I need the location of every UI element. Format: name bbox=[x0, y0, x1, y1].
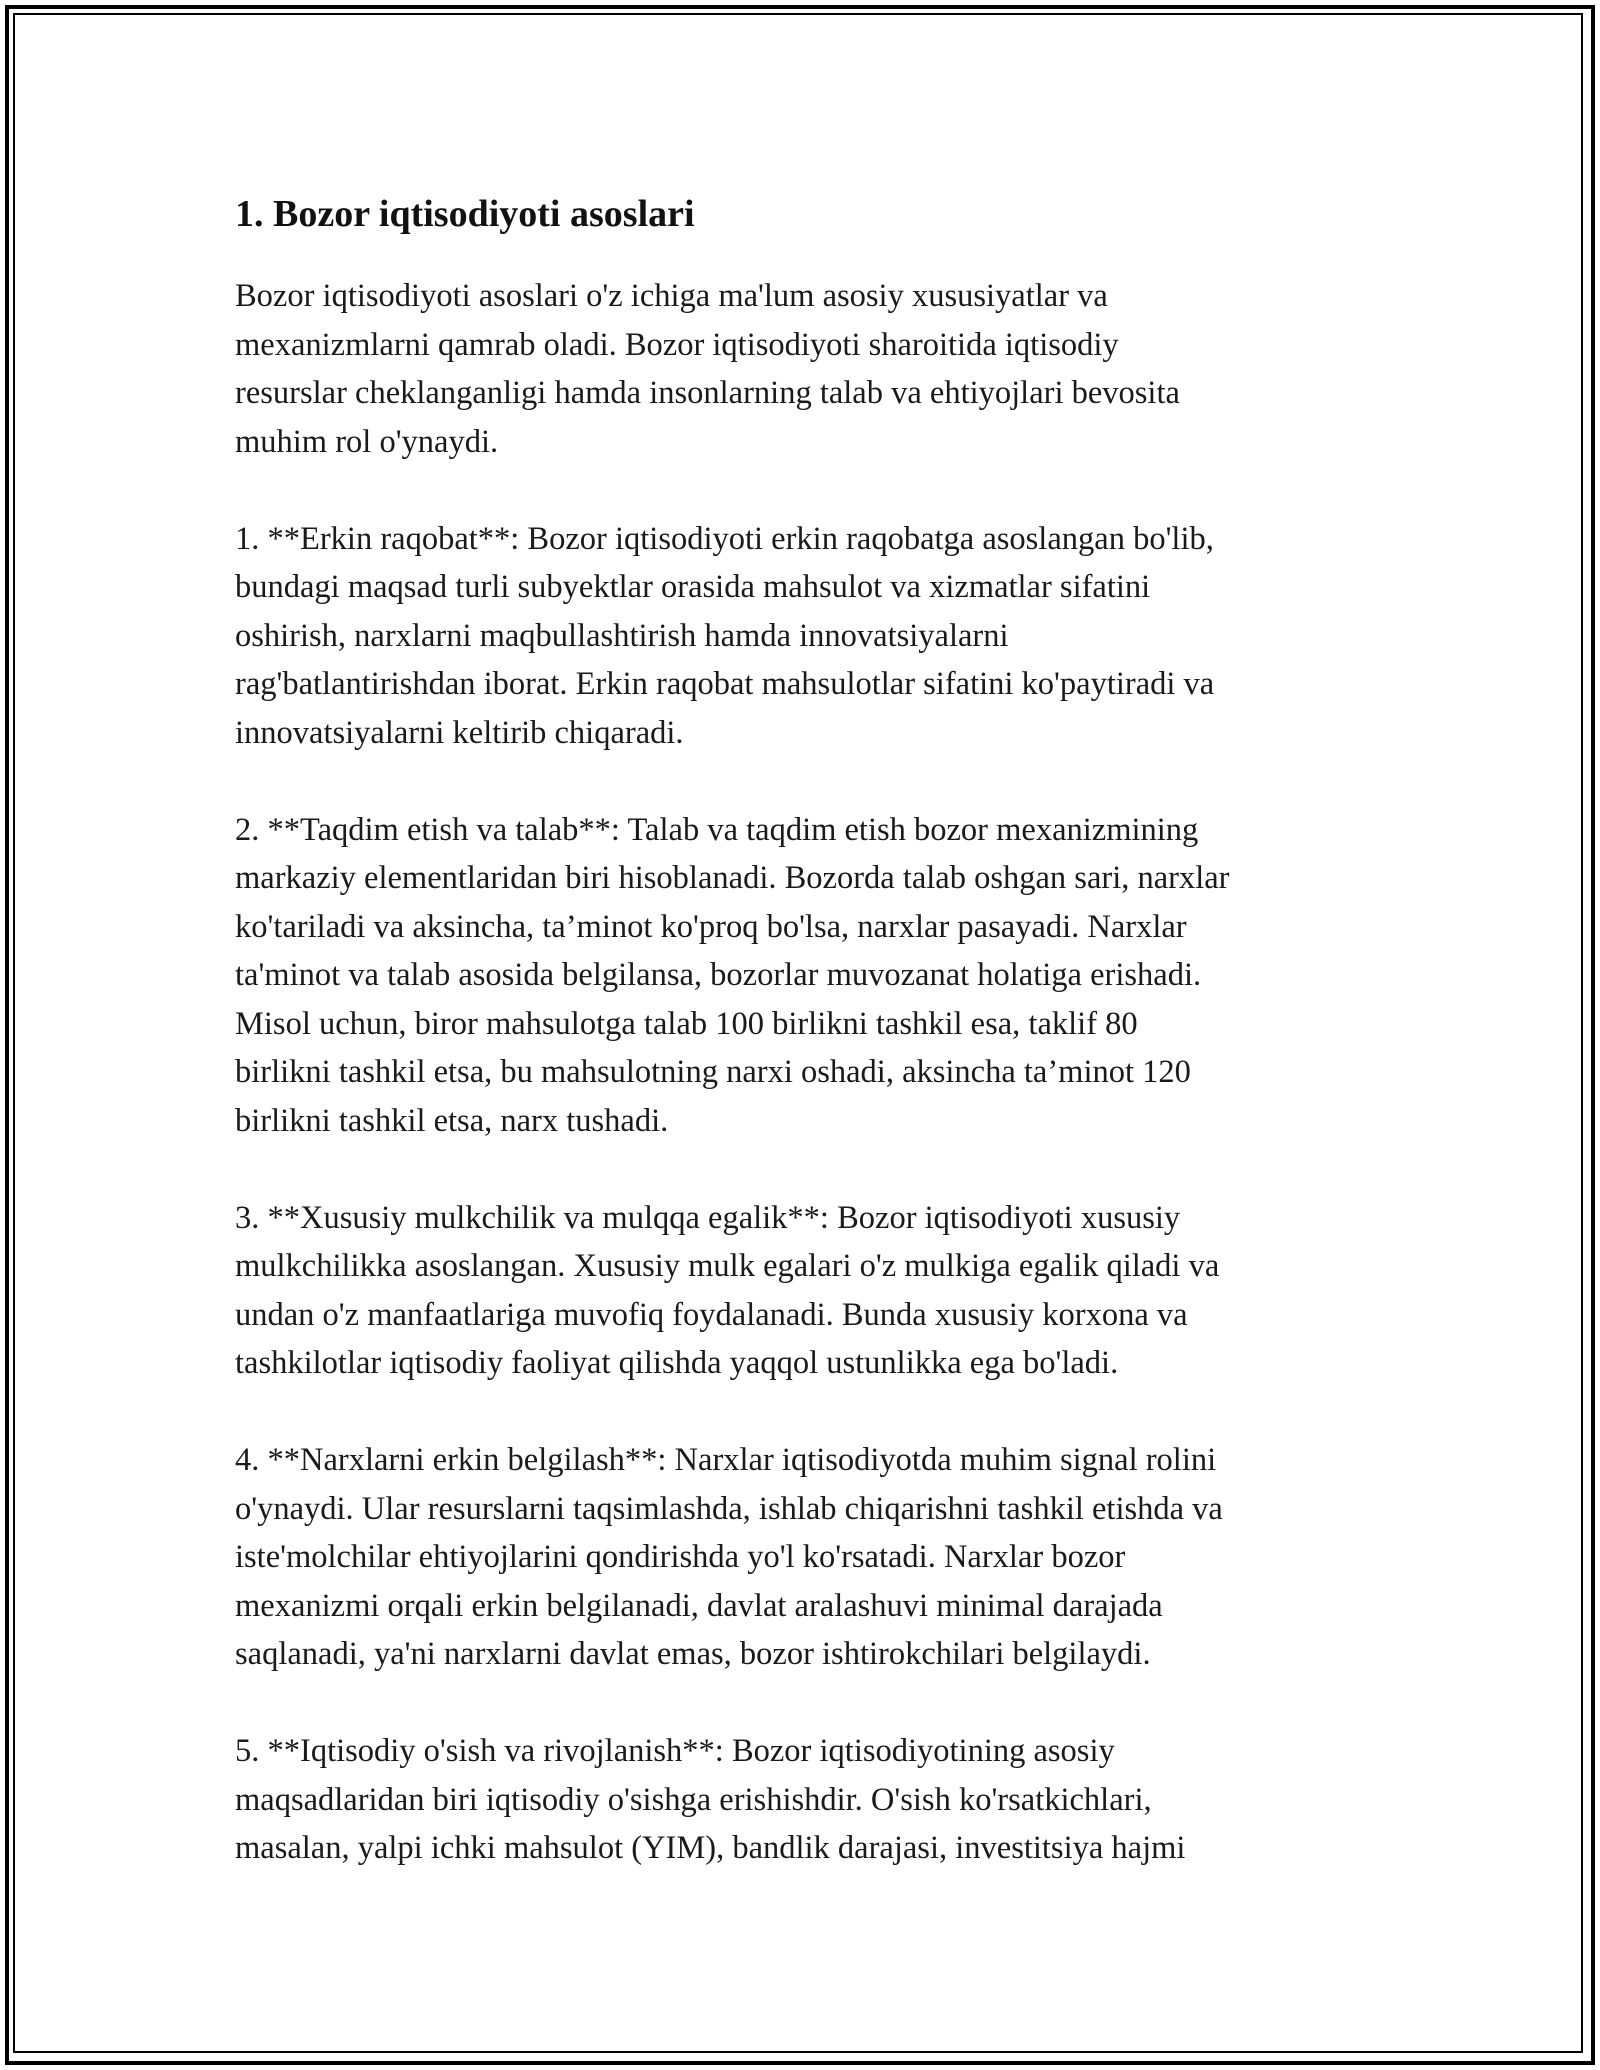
document-body bbox=[235, 186, 1385, 1921]
paragraph-iqtisodiy-osish: 5. **Iqtisodiy o'sish va rivojlanish**: Bozor iqtisodiyotining asosiy maqsadlaridan biri iqtisodiy o'sishga erishishdir. O'sish ko'rsatkichlari, masalan, yalpi ichki mahsulot (YIM), bandlik darajasi, investitsiya hajmi bbox=[235, 1733, 1186, 1866]
paragraph-xususiy-mulkchilik: 3. **Xususiy mulkchilik va mulqqa egalik**: Bozor iqtisodiyoti xususiy mulkchilikka asoslangan. Xususiy mulk egalari o'z mulkiga egalik qiladi va undan o'z manfaatlariga muvofiq foydalanadi. Bunda xususiy korxona va tashkilotlar iqtisodiy faoliyat qilishda yaqqol ustunlikka ega bo'ladi. bbox=[235, 1199, 1220, 1381]
paragraph-taqdim-etish-va-talab: 2. **Taqdim etish va talab**: Talab va taqdim etish bozor mexanizmining markaziy elementlaridan biri hisoblanadi. Bozorda talab oshgan sari, narxlar ko'tariladi va aksincha, ta’minot ko'proq bo'lsa, narxlar pasayadi. Narxlar ta'minot va talab asosida belgilansa, bozorlar muvozanat holatiga erishadi. Misol uchun, biror mahsulotga talab 100 birlikni tashkil esa, taklif 80 birlikni tashkil etsa, bu mahsulotning narxi oshadi, aksincha ta’minot 120 birlikni tashkil etsa, narx tushadi. bbox=[235, 811, 1230, 1139]
paragraph-narxlarni-erkin-belgilash: 4. **Narxlarni erkin belgilash**: Narxlar iqtisodiyotda muhim signal rolini o'ynaydi. Ular resurslarni taqsimlashda, ishlab chiqarishni tashkil etishda va iste'molchilar ehtiyojlarini qondirishda yo'l ko'rsatadi. Narxlar bozor mexanizmi orqali erkin belgilanadi, davlat aralashuvi minimal darajada saqlanadi, ya'ni narxlarni davlat emas, bozor ishtirokchilari belgilaydi. bbox=[235, 1442, 1223, 1672]
intro-paragraph: Bozor iqtisodiyoti asoslari o'z ichiga ma'lum asosiy xususiyatlar va mexanizmlarni qamrab oladi. Bozor iqtisodiyoti sharoitida iqtisodiy resurslar cheklanganligi hamda insonlarning talab va ehtiyojlari bevosita muhim rol o'ynaydi. bbox=[235, 278, 1180, 460]
document-title: 1. Bozor iqtisodiyoti asoslari bbox=[235, 193, 695, 235]
paragraph-erkin-raqobat: 1. **Erkin raqobat**: Bozor iqtisodiyoti erkin raqobatga asoslangan bo'lib, bundagi maqsad turli subyektlar orasida mahsulot va xizmatlar sifatini oshirish, narxlarni maqbullashtirish hamda innovatsiyalarni rag'batlantirishdan iborat. Erkin raqobat mahsulotlar sifatini ko'paytiradi va innovatsiyalarni keltirib chiqaradi. bbox=[235, 520, 1215, 751]
